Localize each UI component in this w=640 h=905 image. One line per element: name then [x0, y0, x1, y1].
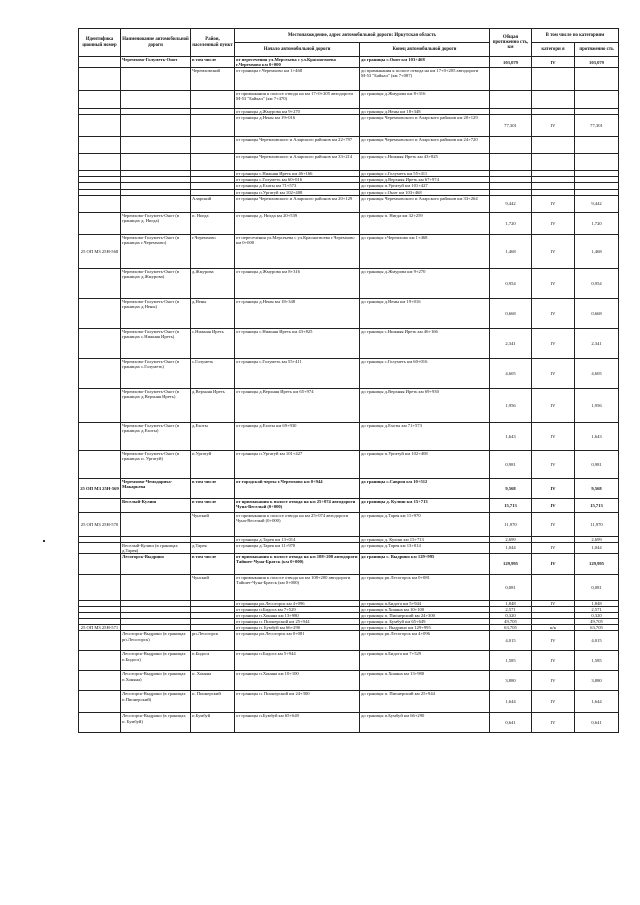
- row-total: 0,668: [490, 298, 532, 328]
- row-end: до границы рп.Лесогорск км 4+096: [360, 631, 490, 651]
- row-name: Лесогорск-Выдрино (в границах рп.Лесогорск): [121, 631, 191, 651]
- row-start: от границы п. Пионерский км 25+944: [235, 619, 360, 625]
- row-total: 3,880: [490, 671, 532, 691]
- row-end: до границы п.Хоняна км 10+100: [360, 607, 490, 613]
- row-district: [191, 154, 235, 171]
- header-incl: В том числе по категориям: [532, 29, 619, 43]
- table-row: [79, 651, 619, 671]
- row-name: Черемхово-Голуметь-Онот (в границах д.Ехоты): [121, 422, 191, 450]
- row-name: Лесогорск-Выдрино (в границах п.Пионерский): [121, 691, 191, 713]
- table-row: [79, 195, 619, 212]
- row-end: до границы д. Кулиш км 15+713: [360, 536, 490, 542]
- table-row: [79, 671, 619, 691]
- row-end: до границы д.Нены км 19+016: [360, 298, 490, 328]
- row-length: 1,720: [575, 212, 619, 234]
- header-location: Местонахождение, адрес автомобильной дороги: Иркутская область: [235, 29, 490, 43]
- row-name: Черемхово-Голуметь-Онот (в границах с.Голуметь): [121, 358, 191, 388]
- row-start: от границы д.Ехаты км 71+573: [235, 183, 360, 189]
- row-end: до границы п.Ургатуй км 102+408: [360, 450, 490, 478]
- row-name: [121, 154, 191, 171]
- row-length: 3,880: [575, 671, 619, 691]
- row-district: рп.Лесогорск: [191, 631, 235, 651]
- row-end: до границы п.Ургатуй км 101+427: [360, 183, 490, 189]
- row-start: от границы рп.Лесогорск км 4+096: [235, 600, 360, 606]
- row-end: до границы п.Бидога км 5+944: [360, 600, 490, 606]
- row-category: IV: [532, 234, 575, 268]
- table-row: [79, 388, 619, 422]
- row-id: [79, 713, 121, 733]
- row-length: 1,848: [575, 600, 619, 606]
- table-row: [79, 713, 619, 733]
- header-total-length: Общая протяженно сть, км: [490, 29, 532, 57]
- row-district: п.Ургатуй: [191, 450, 235, 478]
- row-total: 1,044: [490, 542, 532, 553]
- table-row: [79, 450, 619, 478]
- row-total: 129,995: [490, 553, 532, 574]
- header-start: Начало автомобильной дороги: [235, 43, 360, 57]
- row-end: до границы д.Жмурова км 9+270: [360, 268, 490, 298]
- row-name: Лесогорск-Выдрино: [121, 553, 191, 574]
- table-row: [79, 691, 619, 713]
- row-start: от границы д.Жмурова км 8+316: [235, 268, 360, 298]
- row-start: от примыкания к полосе отвода на км 17+0+205 автодороги М-53 "Байкал" (км 7+470): [235, 91, 360, 109]
- row-id: [79, 298, 121, 328]
- row-district: с.Нижняя Иреть: [191, 328, 235, 358]
- row-length: 2,571: [575, 607, 619, 613]
- row-total: 1,585: [490, 651, 532, 671]
- row-district: д.Тарея: [191, 542, 235, 553]
- table-row: [79, 574, 619, 600]
- row-name: Черемхово-Голуметь-Онот (в границах д.Верхняя Иреть): [121, 388, 191, 422]
- row-start: от границы д. Нигда км 20+539: [235, 212, 360, 234]
- row-total: 1,848: [490, 600, 532, 606]
- header-id: Идентифика ционный номер: [79, 29, 121, 57]
- row-length: [575, 137, 619, 154]
- row-district: д.Ехоты: [191, 422, 235, 450]
- row-name: Черемхово-Голуметь-Онот: [121, 57, 191, 68]
- row-category: IV: [532, 542, 575, 553]
- row-start: от границы п.Хоняна км 10+100: [235, 671, 360, 691]
- row-id: 25 ОП МЗ 25Н-571: [79, 625, 121, 631]
- table-row: [79, 422, 619, 450]
- row-end: до границы д. Кулиш км 15+713: [360, 498, 490, 512]
- row-length: 4,015: [575, 631, 619, 651]
- row-id: [79, 137, 121, 154]
- table-row: [79, 154, 619, 171]
- row-start: от границы д.Нены км 18+348: [235, 298, 360, 328]
- row-name: Лесогорск-Выдрино (в границах п.Бидога): [121, 651, 191, 671]
- row-total: [490, 68, 532, 91]
- row-start: от границы с.Голуметь км 60+016: [235, 177, 360, 183]
- row-name: Черемхово-Голуметь-Онот (в границах с.Нижняя Иреть): [121, 328, 191, 358]
- row-total: 77,301: [490, 115, 532, 137]
- table-row: [79, 137, 619, 154]
- row-end: до границы с.Саврон км 10+512: [360, 478, 490, 498]
- row-name: [121, 195, 191, 212]
- row-id: 25 ОП МЗ 25Н-569: [79, 478, 121, 498]
- row-district: п. Нигда: [191, 212, 235, 234]
- row-end: до границы п.Хоняна км 13+980: [360, 671, 490, 691]
- row-end: до границы Черемховского и Аларского районов км 33+264: [360, 195, 490, 212]
- row-start: от границы Черемховского и Аларского районов км 22+797: [235, 137, 360, 154]
- row-category: IV: [532, 671, 575, 691]
- row-district: п. Хоняна: [191, 671, 235, 691]
- header-category: категори я: [532, 43, 575, 57]
- row-category: IV: [532, 115, 575, 137]
- row-start: от границы с.Нижняя Иреть км 46+166: [235, 171, 360, 177]
- row-start: от границы п.Ургатуй км 102+408: [235, 189, 360, 195]
- row-length: 11,970: [575, 512, 619, 536]
- row-category: IV: [532, 57, 575, 68]
- row-start: от границы д.Тарея км 11+970: [235, 542, 360, 553]
- roads-table: [78, 28, 619, 733]
- row-id: [79, 195, 121, 212]
- row-end: до границы д.Верхняя Иреть км 67+974: [360, 177, 490, 183]
- row-length: 9,568: [575, 478, 619, 498]
- row-total: 0,320: [490, 613, 532, 619]
- row-total: [490, 91, 532, 109]
- row-id: [79, 631, 121, 651]
- table-row: [79, 328, 619, 358]
- row-end: до границы п. Пионерский км 25+944: [360, 691, 490, 713]
- row-district: д.Верхняя Иреть: [191, 388, 235, 422]
- row-end: до границы с. Выдрино км 129+995: [360, 553, 490, 574]
- row-category: IV: [532, 195, 575, 212]
- row-length: 15,713: [575, 498, 619, 512]
- row-id: [79, 542, 121, 553]
- row-end: до границы д.Жмурова км 8+316: [360, 91, 490, 109]
- row-length: 9,442: [575, 195, 619, 212]
- row-category: IV: [532, 553, 575, 574]
- row-name: [121, 91, 191, 109]
- row-start: от примыкания к полосе отвода на км 25+074 автодороги Чуна-Веселый (0+000): [235, 498, 360, 512]
- row-length: 1,044: [575, 542, 619, 553]
- row-category: IV: [532, 388, 575, 422]
- row-start: от границы г.Черемхово км 1+468: [235, 68, 360, 91]
- row-start: от границы с.Голуметь км 55+411: [235, 358, 360, 388]
- row-end: до границы п.Бидога км 7+529: [360, 651, 490, 671]
- row-district: д.Нены: [191, 298, 235, 328]
- row-end: до границы г.Черемхово км 1+468: [360, 234, 490, 268]
- row-total: [490, 154, 532, 171]
- row-start: от пересечения ул.Мерсеьева с ул.Красногвоева г.Черемхово км 0+000: [235, 57, 360, 68]
- row-category: IV: [532, 268, 575, 298]
- row-district: в том числе: [191, 553, 235, 574]
- row-total: 2,699: [490, 536, 532, 542]
- row-category: IV: [532, 328, 575, 358]
- row-start: от границы д.Верхняя Иреть км 65+974: [235, 388, 360, 422]
- row-district: п.Бумбуй: [191, 713, 235, 733]
- table-row: [79, 91, 619, 109]
- row-name: Веселый-Кулиш (в границах д.Тарея): [121, 542, 191, 553]
- row-start: от границы п. Пионерский км 24+300: [235, 691, 360, 713]
- row-end: до границы рп.Лесогорск км 0+081: [360, 574, 490, 600]
- row-total: 4,015: [490, 631, 532, 651]
- row-length: 129,995: [575, 553, 619, 574]
- row-name: [121, 137, 191, 154]
- row-total: 9,568: [490, 478, 532, 498]
- row-length: 1,468: [575, 234, 619, 268]
- row-end: до границы с.Голуметь км 55+411: [360, 171, 490, 177]
- row-category: [532, 68, 575, 91]
- row-name: [121, 512, 191, 536]
- row-id: [79, 57, 121, 68]
- row-id: [79, 574, 121, 600]
- row-length: 1,585: [575, 651, 619, 671]
- row-category: IV: [532, 651, 575, 671]
- row-id: [79, 450, 121, 478]
- table-row: [79, 212, 619, 234]
- row-end: до границы п. Нигда км 32+259: [360, 212, 490, 234]
- row-length: 0,668: [575, 298, 619, 328]
- row-end: до границы п. Бумбуй км 65+649: [360, 619, 490, 625]
- row-id: [79, 691, 121, 713]
- row-total: 2,341: [490, 328, 532, 358]
- row-id: [79, 422, 121, 450]
- row-length: 103,079: [575, 57, 619, 68]
- row-name: Черемхово-Голуметь-Онот (в границах д.Нены): [121, 298, 191, 328]
- row-end: до границы д.Нены км 18+348: [360, 109, 490, 115]
- row-start: от границы п.Бидога км 7+529: [235, 607, 360, 613]
- row-id: [79, 328, 121, 358]
- row-length: 4,605: [575, 358, 619, 388]
- row-district: д.Жмурова: [191, 268, 235, 298]
- row-name: [121, 574, 191, 600]
- row-end: до примыкания к полосе отвода на км 17+0+205 автодороги М-53 "Байкал" (км 7+087): [360, 68, 490, 91]
- row-category: IV: [532, 298, 575, 328]
- row-id: [79, 671, 121, 691]
- row-total: [490, 137, 532, 154]
- row-start: от границы п.Бидога км 5+944: [235, 651, 360, 671]
- row-name: Черемхово-Голуметь-Онот (в границах п. Ургатуй): [121, 450, 191, 478]
- row-district: Черемховский: [191, 68, 235, 91]
- row-district: г.Черемхово: [191, 234, 235, 268]
- row-start: от примыкания к полосе отвода на км 108+200 автодороги Тайшет-Чуна-Братск (км 0+000): [235, 574, 360, 600]
- row-category: IV: [532, 478, 575, 498]
- row-id: [79, 212, 121, 234]
- row-start: от примыкания к полосе отвода на км 108+200 автодороги Тайшет-Чуна-Братск (км 0+000): [235, 553, 360, 574]
- row-district: в том числе: [191, 57, 235, 68]
- row-total: 0,981: [490, 450, 532, 478]
- row-total: 4,605: [490, 358, 532, 388]
- row-category: IV: [532, 631, 575, 651]
- table-row: [79, 512, 619, 536]
- row-category: [532, 137, 575, 154]
- row-district: Чунский: [191, 512, 235, 536]
- table-row: [79, 115, 619, 137]
- header-name: Наименование автомобильной дороги: [121, 29, 191, 57]
- row-category: IV: [532, 450, 575, 478]
- row-start: от пересечения ул.Мерсеьева с ул.Красногвоева г.Черемхово км 0+000: [235, 234, 360, 268]
- row-category: IV: [532, 212, 575, 234]
- row-length: 0,320: [575, 613, 619, 619]
- row-length: 0,981: [575, 450, 619, 478]
- table-row: [79, 268, 619, 298]
- row-length: 0,954: [575, 268, 619, 298]
- row-name: Лесогорск-Выдрино (в границах п. Бумбуй): [121, 713, 191, 733]
- row-id: [79, 154, 121, 171]
- row-district: Аларский: [191, 195, 235, 212]
- row-total: 49,705: [490, 619, 532, 625]
- row-total: 9,442: [490, 195, 532, 212]
- header-district: Район, населенный пункт: [191, 29, 235, 57]
- row-length: 2,699: [575, 536, 619, 542]
- row-district: [191, 115, 235, 137]
- row-district: п.Бидога: [191, 651, 235, 671]
- row-total: 103,079: [490, 57, 532, 68]
- row-end: до границы Черемховского и Аларского районов км 24+720: [360, 137, 490, 154]
- row-end: до границы п. Пионерский км 24+300: [360, 613, 490, 619]
- row-total: 1,468: [490, 234, 532, 268]
- table-row: [79, 298, 619, 328]
- table-body: [79, 57, 619, 733]
- margin-mark: [43, 540, 45, 542]
- table-row: [79, 68, 619, 91]
- row-end: до границы с.Голуметь км 60+016: [360, 358, 490, 388]
- row-start: от границы д.Нены км 19+016: [235, 115, 360, 137]
- row-length: [575, 68, 619, 91]
- row-length: 0,081: [575, 574, 619, 600]
- row-id: 25 ОП МЗ 25Н-570: [79, 512, 121, 536]
- row-start: от границы д.Жмурова км 9+270: [235, 109, 360, 115]
- row-category: [532, 574, 575, 600]
- table-row: [79, 57, 619, 68]
- row-total: 0,641: [490, 713, 532, 733]
- row-total: 11,970: [490, 512, 532, 536]
- header-length-by-cat: протяженно сть: [575, 43, 619, 57]
- row-category: IV: [532, 691, 575, 713]
- row-category: н/к: [532, 625, 575, 631]
- table-row: [79, 553, 619, 574]
- table-row: [79, 478, 619, 498]
- row-length: [575, 91, 619, 109]
- row-start: от границы Черемховского и Аларского районов км 20+129: [235, 195, 360, 212]
- row-length: 2,341: [575, 328, 619, 358]
- row-end: до границы с. Выдрино км 129+995: [360, 625, 490, 631]
- row-id: [79, 553, 121, 574]
- row-total: 1,720: [490, 212, 532, 234]
- row-end: до границы Черемховского и Аларского районов км 20+129: [360, 115, 490, 137]
- row-start: от границы д.Ехоты км 69+930: [235, 422, 360, 450]
- row-start: от границы с.Нижняя Иреть км 43+825: [235, 328, 360, 358]
- row-district: в том числе: [191, 478, 235, 498]
- row-length: 1,644: [575, 691, 619, 713]
- row-category: IV: [532, 358, 575, 388]
- row-district: [191, 91, 235, 109]
- row-name: [121, 68, 191, 91]
- row-length: 0,641: [575, 713, 619, 733]
- row-length: 1,956: [575, 388, 619, 422]
- row-total: 0,081: [490, 574, 532, 600]
- table-row: [79, 358, 619, 388]
- row-name: Черемхово-Чемодариха-Макарьева: [121, 478, 191, 498]
- row-category: IV: [532, 422, 575, 450]
- row-end: до границы с.Онот км 103+468: [360, 189, 490, 195]
- row-end: до границы с.Нижняя Иреть км 46+166: [360, 328, 490, 358]
- row-total: 1,643: [490, 422, 532, 450]
- row-end: до границы с.Онот км 103+468: [360, 57, 490, 68]
- row-district: в том числе: [191, 498, 235, 512]
- row-start: от границы д.Тарея км 13+014: [235, 536, 360, 542]
- row-end: до границы д.Тарея км 11+970: [360, 512, 490, 536]
- row-total: 2,571: [490, 607, 532, 613]
- row-total: 0,954: [490, 268, 532, 298]
- row-name: Черемхово-Голуметь-Онот (в границах д.Жмурова): [121, 268, 191, 298]
- row-end: до границы п.Бумбуй км 66+290: [360, 713, 490, 733]
- row-total: 1,644: [490, 691, 532, 713]
- row-start: от городской черты г.Черемхово км 0+944: [235, 478, 360, 498]
- row-name: [121, 115, 191, 137]
- row-district: [191, 137, 235, 154]
- row-end: до границы с.Нижняя Иреть км 43+825: [360, 154, 490, 171]
- row-end: до границы д.Ехоты км 71+573: [360, 422, 490, 450]
- row-start: от границы Черемховского и Аларского районов км 33+214: [235, 154, 360, 171]
- row-length: 49,705: [575, 619, 619, 625]
- row-id: [79, 498, 121, 512]
- row-id: [79, 115, 121, 137]
- row-length: 1,643: [575, 422, 619, 450]
- row-total: 63,705: [490, 625, 532, 631]
- row-end: до границы д.Тарея км 13+014: [360, 542, 490, 553]
- row-total: 15,713: [490, 498, 532, 512]
- row-district: Чунский: [191, 574, 235, 600]
- row-name: Веселый-Кулиш: [121, 498, 191, 512]
- row-id: [79, 358, 121, 388]
- row-id: [79, 68, 121, 91]
- table-row: [79, 498, 619, 512]
- row-name: Черемхово-Голуметь-Онот (в границах д. Нигда): [121, 212, 191, 234]
- row-id: [79, 268, 121, 298]
- row-length: 63,705: [575, 625, 619, 631]
- row-name: Лесогорск-Выдрино (в границах п.Хоняна): [121, 671, 191, 691]
- row-id: 25 ОП МЗ 25Н-568: [79, 234, 121, 268]
- row-start: от границы рп.Лесогорск км 0+081: [235, 631, 360, 651]
- row-total: 1,956: [490, 388, 532, 422]
- row-length: [575, 154, 619, 171]
- row-district: с.Голуметь: [191, 358, 235, 388]
- row-id: [79, 388, 121, 422]
- row-category: IV: [532, 600, 575, 606]
- row-start: от границы п. Бумбуй км 66+290: [235, 625, 360, 631]
- row-start: от границы п.Ургатуй км 101+427: [235, 450, 360, 478]
- row-start: от границы п.Хоняна км 13+980: [235, 613, 360, 619]
- table-row: [79, 234, 619, 268]
- row-category: IV: [532, 713, 575, 733]
- row-district: п. Пионерский: [191, 691, 235, 713]
- row-id: [79, 91, 121, 109]
- row-category: IV: [532, 512, 575, 536]
- row-id: [79, 651, 121, 671]
- document-sheet: [78, 28, 618, 888]
- row-name: Черемхово-Голуметь-Онот (в границах г.Черемхово): [121, 234, 191, 268]
- table-row: [79, 631, 619, 651]
- row-length: 77,301: [575, 115, 619, 137]
- row-start: от границы п.Бумбуй км 65+649: [235, 713, 360, 733]
- header-end: Конец автомобильной дороги: [360, 43, 490, 57]
- row-start: от примыкания к полосе отвода на км 25+074 автодороги Чуна-Веселый (0+000): [235, 512, 360, 536]
- row-end: до границы д.Верхняя Иреть км 69+930: [360, 388, 490, 422]
- row-category: IV: [532, 498, 575, 512]
- row-category: [532, 91, 575, 109]
- row-category: [532, 154, 575, 171]
- table-row: [79, 542, 619, 553]
